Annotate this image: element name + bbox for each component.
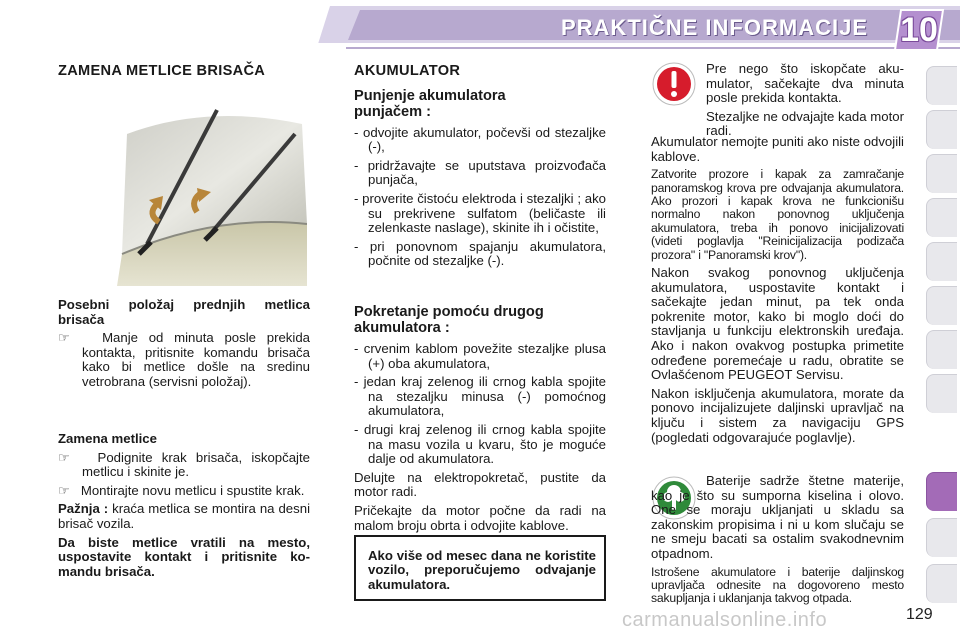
chapter-tab[interactable] (926, 154, 957, 193)
body-paragraph: Akumulator nemojte puniti ako niste odvojili kablove. (651, 134, 904, 164)
special-position-block (58, 298, 310, 394)
body-paragraph: Zatvorite prozore i kapak za zamračanje panoramskog krova pre odvajanja akumulatora. Ako prozori i kapak krova ne funkcionišu normalno nakon ponovnog uključenja akumulatora, treba ih ponovo inicijalizovati (videti poglavlja "Reinicijalizacija podizača prozora" i "Panoramski krov"). (651, 167, 904, 262)
list-item: - crvenim kablom povežite stezaljke plusa (+) oba akumulatora, (354, 341, 606, 371)
charger-steps (354, 126, 606, 269)
replace-blade-heading: Zamena metlice (58, 431, 157, 446)
chapter-tab[interactable] (926, 518, 957, 557)
exclamation-warning-icon (652, 62, 696, 106)
chapter-tab[interactable] (926, 110, 957, 149)
note-label: Pažnja : (58, 501, 109, 517)
chapter-tab-strip (922, 66, 960, 626)
jump-start-steps (354, 342, 606, 467)
warning-paragraph: Stezaljke ne odvajajte kada motor radi. (706, 108, 904, 139)
jump-start-paragraph: Pričekajte da motor počne da radi na malom broju obrta i odvojite kablove. (354, 502, 606, 533)
eco-paragraph: Istrošene akumulatore i baterije daljinskog upravljača odnesite na dogovoreno mesto sakupljanja i uklanjanja takvog otpada. (651, 564, 904, 606)
middle-column (354, 64, 606, 273)
battery-section-title: AKUMULATOR (354, 63, 461, 79)
chapter-number: 10 (900, 11, 938, 49)
list-item: - pri ponovnom spajanju akumulatora, počnite od stezaljke (-). (354, 238, 606, 269)
jump-start-paragraph: Delujte na elektropokretač, pustite da motor radi. (354, 469, 606, 500)
list-item: - pridržavajte se uputstava proizvođača punjača, (354, 157, 606, 188)
chapter-tab[interactable] (926, 198, 957, 237)
special-position-heading: Posebni položaj prednjih metlica brisača (58, 297, 310, 327)
page-header-title: PRAKTIČNE INFORMACIJE (560, 15, 868, 40)
list-item: - drugi kraj zelenog ili crnog kabla spojite na masu vozila u kvaru, što je moguće dalje od akumulatora. (354, 421, 606, 467)
chapter-tab[interactable] (926, 286, 957, 325)
watermark: carmanualsonline.info (622, 609, 828, 631)
chapter-tab[interactable] (926, 374, 957, 413)
storage-warning-box: Ako više od mesec dana ne koristite vozilo, preporučujemo odvajanje akumulatora. (354, 535, 606, 601)
chapter-tab[interactable] (926, 242, 957, 281)
list-item: - odvojite akumulator, počevši od stezaljke (-), (354, 124, 606, 155)
final-instruction: Da biste metlice vratili na mesto, uspostavite kontakt i pritisnite komandu brisača. (58, 534, 310, 579)
windshield-wipers-photo (117, 104, 307, 286)
list-item: ☞ Montirajte novu metlicu i spustite krak. (58, 482, 305, 498)
warning-paragraph: Pre nego što iskopčate akumulator, sačekajte dva minuta posle prekida kontakta. (706, 61, 904, 106)
warning-text-block (706, 62, 904, 143)
chapter-tab[interactable] (926, 564, 957, 603)
hand-pointer-icon: ☞ (58, 482, 81, 498)
list-item: - jedan kraj zelenog ili crnog kabla spojite na stezaljku minusa (-) pomoćnog akumulatora, (354, 374, 606, 419)
chapter-tab[interactable] (926, 66, 957, 105)
replace-blade-block (58, 432, 310, 583)
right-column (651, 135, 904, 449)
chapter-badge (893, 8, 945, 52)
body-paragraph: Nakon isključenja akumulatora, morate da ponovo incijalizujete daljinski upravljač na ključu i sistem za navigaciju GPS (pogledati odgovarajuće poglavlje). (651, 385, 904, 445)
left-column (58, 64, 310, 79)
list-item: ☞ Podignite krak brisača, iskopčajte metlicu i skinite je. (58, 449, 310, 480)
charger-heading: Punjenje akumulatora punjačem : (354, 87, 506, 120)
list-item: - proverite čistoću elektroda i stezaljki ; ako su prekrivene sulfatom (beličaste ili zelenkaste naslage), skinite ih i očistite, (354, 190, 606, 236)
note-paragraph (58, 502, 310, 531)
hand-pointer-icon: ☞ (58, 330, 103, 346)
jump-start-heading: Pokretanje pomoću drugog akumulatora : (354, 304, 544, 336)
chapter-tab[interactable] (926, 330, 957, 369)
hand-pointer-icon: ☞ (58, 449, 98, 465)
note-text: kraća metlica se montira na desni brisač vozila. (58, 501, 310, 531)
body-paragraph: Nakon svakog ponovnog uključenja akumulatora, uspostavite kontakt i sačekajte jedan minut, pa tek onda pokrenite motor, kako bi moglo doći do stavljanja u funkciju elektronskih uređaja. Ako i nakon ovakvog postupka primetite određene poremećaje u radu, obratite se Ovlašćenom PEUGEOT Servisu. (651, 265, 904, 383)
jump-start-block (354, 304, 606, 537)
page-number: 129 (906, 606, 933, 623)
list-item: ☞ Manje od minuta posle prekida kontakta, pritisnite komandu brisača kako bi metlice došle na sredinu vetrobrana (servisni položaj). (58, 330, 310, 389)
eco-paragraph: Baterije sadrže štetne materije, kao je što su sumporna kiselina i olovo. One se moraju ukljanjati u skladu sa zakonskim propisima i ni u kom slučaju se ne smeju bacati sa ostalim svakodnevnim otpadnom. (651, 473, 904, 561)
chapter-tab-active[interactable] (926, 472, 957, 511)
wiper-section-title: ZAMENA METLICE BRISAČA (58, 63, 266, 79)
eco-block (651, 474, 904, 610)
